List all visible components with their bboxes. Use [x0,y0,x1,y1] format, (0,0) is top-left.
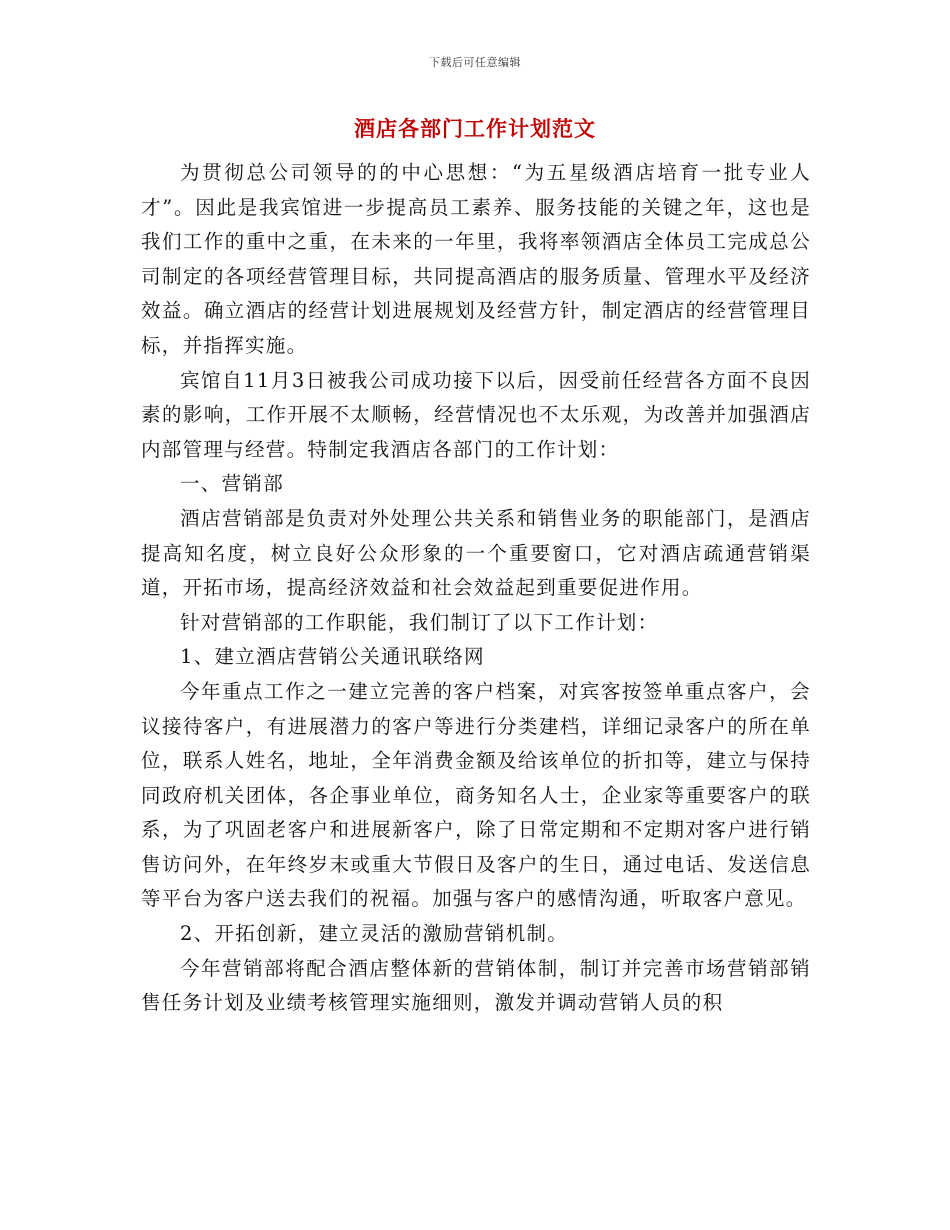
paragraph: 今年营销部将配合酒店整体新的营销体制，制订并完善市场营销部销售任务计划及业绩考核管理实施细则，激发并调动营销人员的积 [141,956,811,1015]
paragraph: 宾馆自11月3日被我公司成功接下以后，因受前任经营各方面不良因素的影响，工作开展不太顺畅，经营情况也不太乐观，为改善并加强酒店内部管理与经营。特制定我酒店各部门的工作计划： [141,368,811,461]
paragraph: 今年重点工作之一建立完善的客户档案，对宾客按签单重点客户，会议接待客户，有进展潜力的客户等进行分类建档，详细记录客户的所在单位，联系人姓名，地址，全年消费金额及给该单位的折扣等，建立与保持同政府机关团体，各企事业单位，商务知名人士，企业家等重要客户的联系，为了巩固老客户和进展新客户，除了日常定期和不定期对客户进行销售访问外，在年终岁末或重大节假日及客户的生日，通过电话、发送信息等平台为客户送去我们的祝福。加强与客户的感情沟通，听取客户意见。 [141,679,811,911]
subsection-heading: 1、建立酒店营销公关通讯联络网 [180,645,485,669]
paragraph: 酒店营销部是负责对外处理公共关系和销售业务的职能部门，是酒店提高知名度，树立良好公众形象的一个重要窗口，它对酒店疏通营销渠道，开拓市场，提高经济效益和社会效益起到重要促进作用。 [141,506,811,600]
header-note: 下载后可任意编辑 [429,56,521,69]
document-title: 酒店各部门工作计划范文 [354,116,596,141]
paragraph: 针对营销部的工作职能，我们制订了以下工作计划： [180,610,659,634]
paragraph: 为贯彻总公司领导的的中心思想：“为五星级酒店培育一批专业人才”。因此是我宾馆进一步提高员工素养、服务技能的关键之年，这也是我们工作的重中之重，在未来的一年里，我将率领酒店全体员工完成总公司制定的各项经营管理目标，共同提高酒店的服务质量、管理水平及经济效益。确立酒店的经营计划进展规划及经营方针，制定酒店的经营管理目标，并指挥实施。 [141,161,811,357]
document-body [141,156,811,1021]
subsection-heading: 2、开拓创新，建立灵活的激励营销机制。 [180,922,569,946]
section-heading: 一、营销部 [180,472,285,496]
